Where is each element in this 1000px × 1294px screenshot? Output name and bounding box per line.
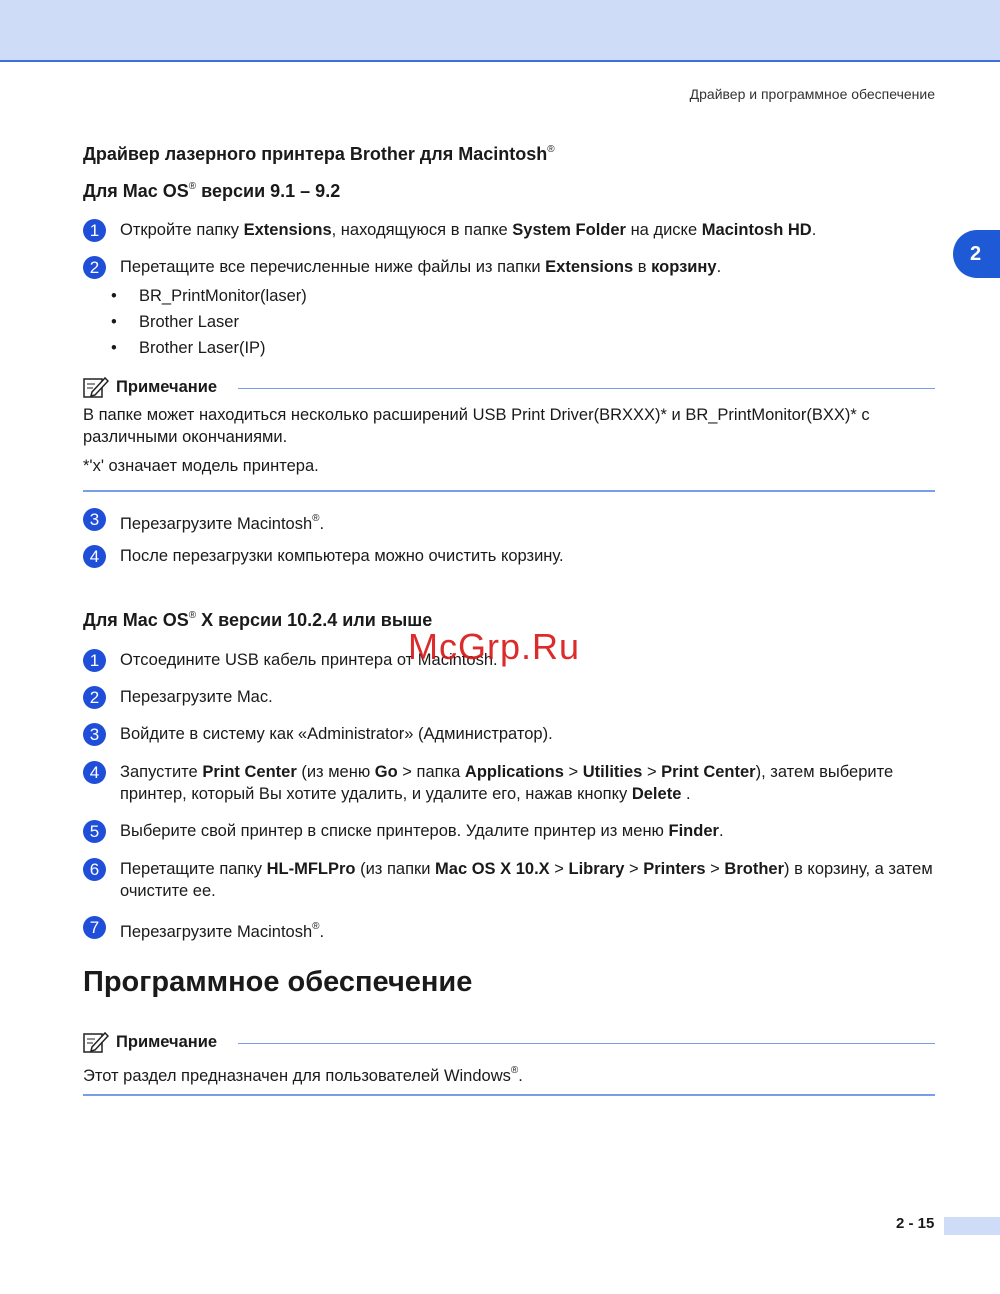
step-b5: 5 Выберите свой принтер в списке принтеров. Удалите принтер из меню Finder. — [83, 820, 943, 842]
note-text: В папке может находиться несколько расширений USB Print Driver(BRXXX)* и BR_PrintMonitor(BXX)* с различными окончаниями. — [83, 406, 870, 446]
step-a4: 4 После перезагрузки компьютера можно очистить корзину. — [83, 545, 943, 567]
section-title-mac-driver: Драйвер лазерного принтера Brother для Macintosh® — [83, 144, 555, 164]
chapter-tab: 2 — [953, 230, 1000, 278]
note-pencil-icon — [83, 375, 109, 399]
step-a1: 1 Откройте папку Extensions, находящуюся в папке System Folder на диске Macintosh HD. — [83, 219, 943, 241]
section-title-software: Программное обеспечение — [83, 966, 473, 998]
page-number: 2 - 15 — [896, 1215, 935, 1232]
step-a2: 2 Перетащите все перечисленные ниже файлы из папки Extensions в корзину. — [83, 256, 943, 278]
header-rule — [0, 60, 1000, 62]
step-b4: 4 Запустите Print Center (из меню Go > папка Applications > Utilities > Print Center), затем выберите принтер, который Вы хотите удалить, и удалите его, нажав кнопку Delete . — [83, 761, 943, 805]
bullet-item: • BR_PrintMonitor(laser) — [111, 287, 307, 305]
step-number-icon: 4 — [83, 545, 106, 568]
subsection-title-os9: Для Mac OS® версии 9.1 – 9.2 — [83, 181, 341, 201]
step-number-icon: 3 — [83, 508, 106, 531]
step-b6: 6 Перетащите папку HL-MFLPro (из папки Mac OS X 10.X > Library > Printers > Brother) в корзину, а затем очистите ее. — [83, 858, 943, 902]
note-text: Этот раздел предназначен для пользователей Windows®. — [83, 1065, 523, 1085]
running-header: Драйвер и программное обеспечение — [689, 86, 935, 102]
step-b1: 1 Отсоедините USB кабель принтера от Macintosh. — [83, 649, 943, 671]
note-text: *'x' означает модель принтера. — [83, 457, 319, 475]
step-number-icon: 1 — [83, 219, 106, 242]
step-number-icon: 3 — [83, 723, 106, 746]
note-pencil-icon — [83, 1030, 109, 1054]
note-divider — [238, 1043, 935, 1044]
step-b2: 2 Перезагрузите Mac. — [83, 686, 943, 708]
footer-band — [944, 1217, 1000, 1235]
note-end-rule — [83, 490, 935, 492]
step-b3: 3 Войдите в систему как «Administrator» (Администратор). — [83, 723, 943, 745]
bullet-item: • Brother Laser(IP) — [111, 339, 266, 357]
watermark: McGrp.Ru — [408, 626, 581, 667]
subsection-title-osx: Для Mac OS® X версии 10.2.4 или выше — [83, 610, 433, 630]
header-band — [0, 0, 1000, 60]
step-a3: 3 Перезагрузите Macintosh®. — [83, 508, 943, 535]
note-header — [83, 1030, 935, 1056]
step-number-icon: 2 — [83, 686, 106, 709]
step-b7: 7 Перезагрузите Macintosh®. — [83, 916, 943, 943]
step-number-icon: 5 — [83, 820, 106, 843]
note-divider — [238, 388, 935, 389]
note-label: Примечание — [116, 1033, 218, 1051]
note-end-rule — [83, 1094, 935, 1096]
step-number-icon: 2 — [83, 256, 106, 279]
step-number-icon: 1 — [83, 649, 106, 672]
note-header — [83, 375, 935, 401]
step-number-icon: 4 — [83, 761, 106, 784]
bullet-item: • Brother Laser — [111, 313, 239, 331]
step-number-icon: 6 — [83, 858, 106, 881]
note-label: Примечание — [116, 378, 218, 396]
step-number-icon: 7 — [83, 916, 106, 939]
